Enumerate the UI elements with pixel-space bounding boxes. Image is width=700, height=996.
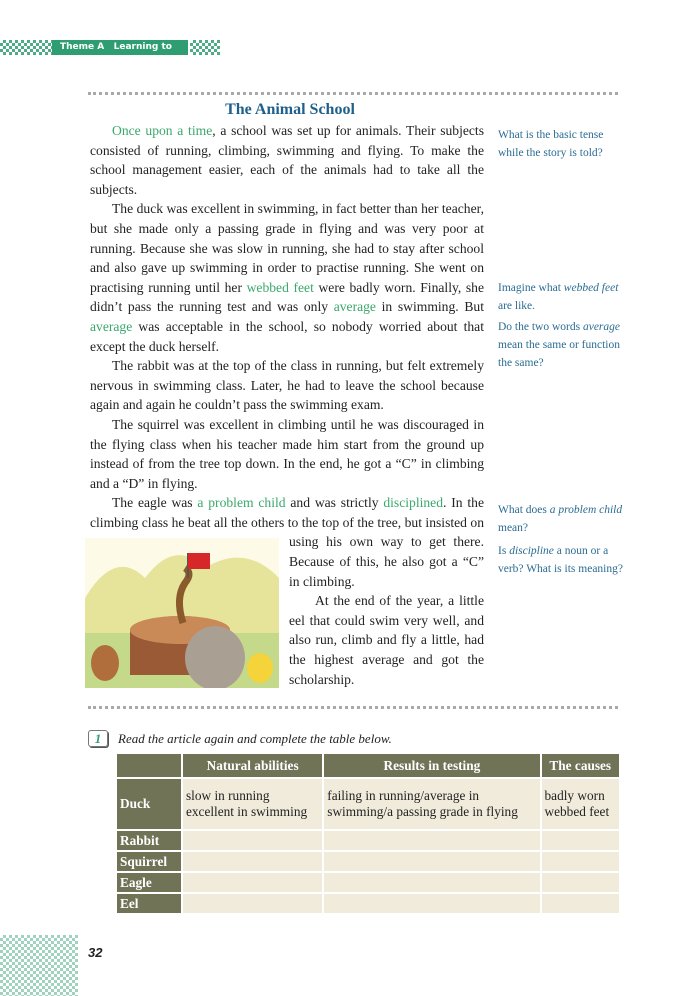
cell-line: swimming/a passing grade in flying — [327, 804, 518, 819]
row-header-squirrel: Squirrel — [116, 851, 182, 872]
note-text: What is the basic tense while the story is told? — [498, 129, 604, 159]
story-text-segment: in swimming. But — [375, 299, 484, 315]
table-header — [116, 753, 182, 778]
cell-line: webbed feet — [544, 804, 610, 819]
table-header: Results in testing — [323, 753, 540, 778]
story-paragraph — [90, 121, 484, 199]
table-cell — [541, 778, 620, 830]
highlighted-phrase: average — [333, 299, 376, 315]
checker-decoration — [0, 40, 52, 55]
story-paragraph — [90, 493, 484, 591]
story-text-segment: on using his own way to get there. Because of this, he also got a “C” in climbing. — [289, 514, 484, 589]
table-header: The causes — [541, 753, 620, 778]
note-text: mean? — [498, 522, 529, 534]
table-cell — [541, 851, 620, 872]
table-row — [116, 851, 620, 872]
highlighted-phrase: a problem child — [197, 495, 286, 511]
table-cell — [182, 851, 323, 872]
highlighted-phrase: webbed feet — [246, 279, 314, 295]
table-cell — [182, 893, 323, 914]
table-row — [116, 830, 620, 851]
row-header-rabbit: Rabbit — [116, 830, 182, 851]
table-cell — [323, 872, 540, 893]
page-number: 32 — [88, 945, 103, 960]
story-text-segment: The duck was excellent in swimming, in fact better than her teacher, but she made only a passing grade in flying and was very poor at running. Because she was slow in running, she had to stay after school and also gave up swimming in order to practise running. She went on practising running until her — [90, 201, 484, 295]
task-instruction — [88, 730, 392, 747]
theme-header — [52, 40, 188, 67]
checker-decoration — [0, 935, 78, 996]
table-cell — [323, 778, 540, 830]
animal-school-illustration — [85, 538, 279, 688]
note-text: Is — [498, 545, 510, 557]
theme-label: Theme A — [60, 42, 105, 52]
margin-note — [498, 501, 628, 537]
note-keyword: average — [582, 321, 621, 333]
highlighted-phrase: disciplined — [383, 495, 444, 511]
table-row — [116, 893, 620, 914]
table-cell — [541, 872, 620, 893]
row-header-eel: Eel — [116, 893, 182, 914]
cell-line: badly worn — [544, 788, 605, 803]
cell-line: slow in running — [186, 788, 270, 803]
story-paragraph — [90, 415, 484, 493]
table-row — [116, 778, 620, 830]
story-text-segment: was acceptable in the school, so nobody worried about that except the duck herself. — [90, 318, 484, 354]
row-header-eagle: Eagle — [116, 872, 182, 893]
row-header-duck: Duck — [116, 778, 182, 830]
table-cell — [323, 830, 540, 851]
note-keyword: discipline — [509, 545, 554, 557]
note-text: mean the same or function the same? — [498, 339, 620, 369]
table-cell — [541, 893, 620, 914]
table-cell — [541, 830, 620, 851]
story-text-segment: At the end of the year, a little eel that could swim very well, and also run, climb and fly a little, had the highest average and got the scholarship. — [289, 593, 484, 687]
story-text-segment: The squirrel was excellent in climbing until he was discouraged in the flying class when his teacher made him start from the ground up instead of from the tree top down. In the end, he got a “C” in climbing and a “D” in flying. — [90, 416, 484, 491]
cell-line: failing in running/average in — [327, 788, 480, 803]
unit-label: Learning to Love — [60, 42, 172, 67]
note-text: are like. — [498, 300, 536, 312]
note-text: What does — [498, 504, 550, 516]
margin-note — [498, 126, 628, 162]
note-text: Imagine what — [498, 282, 564, 294]
checker-decoration — [190, 40, 220, 55]
animal-table — [115, 752, 621, 915]
note-keyword: a problem child — [549, 504, 623, 516]
note-keyword: webbed feet — [563, 282, 619, 294]
task-text: Read the article again and complete the table below. — [118, 731, 392, 746]
margin-note — [498, 279, 628, 315]
story-text-segment: , a school was set up for animals. Their subjects consisted of running, climbing, swimming and flying. To make the school management easier, each of the animals had to take all the subjects. — [90, 123, 484, 197]
highlighted-phrase: average — [90, 318, 133, 334]
story-title: The Animal School — [225, 101, 355, 118]
table-cell — [182, 778, 323, 830]
story-text-segment: The eagle was — [112, 495, 198, 511]
story-text-segment: The rabbit was at the top of the class in running, but felt extremely nervous in swimming class. Later, he had to leave the school because again and again he couldn’t pass the swimming exam. — [90, 358, 484, 413]
dotted-divider — [88, 92, 618, 95]
story-text-segment: were badly worn. Finally, she didn’t pass the running test and was only — [90, 279, 485, 315]
task-number-icon: 1 — [88, 730, 108, 747]
story-text — [90, 121, 484, 689]
table-header: Natural abilities — [182, 753, 323, 778]
story-text-segment: and was strictly — [285, 495, 384, 511]
cell-line: excellent in swimming — [186, 804, 308, 819]
table-cell — [323, 851, 540, 872]
margin-note — [498, 318, 628, 372]
note-text: Do the two words — [498, 321, 583, 333]
note-text: a noun or a verb? What is its meaning? — [498, 545, 623, 575]
table-cell — [182, 872, 323, 893]
margin-note — [498, 542, 628, 578]
table-row — [116, 872, 620, 893]
story-paragraph — [90, 199, 484, 356]
table-cell — [182, 830, 323, 851]
table-cell — [323, 893, 540, 914]
story-text-segment: . In the climbing class he beat all the others to the top of the tree, but insisted — [90, 495, 484, 530]
highlighted-phrase: Once upon a time — [112, 123, 213, 138]
dotted-divider — [88, 706, 618, 709]
story-paragraph — [90, 356, 484, 415]
